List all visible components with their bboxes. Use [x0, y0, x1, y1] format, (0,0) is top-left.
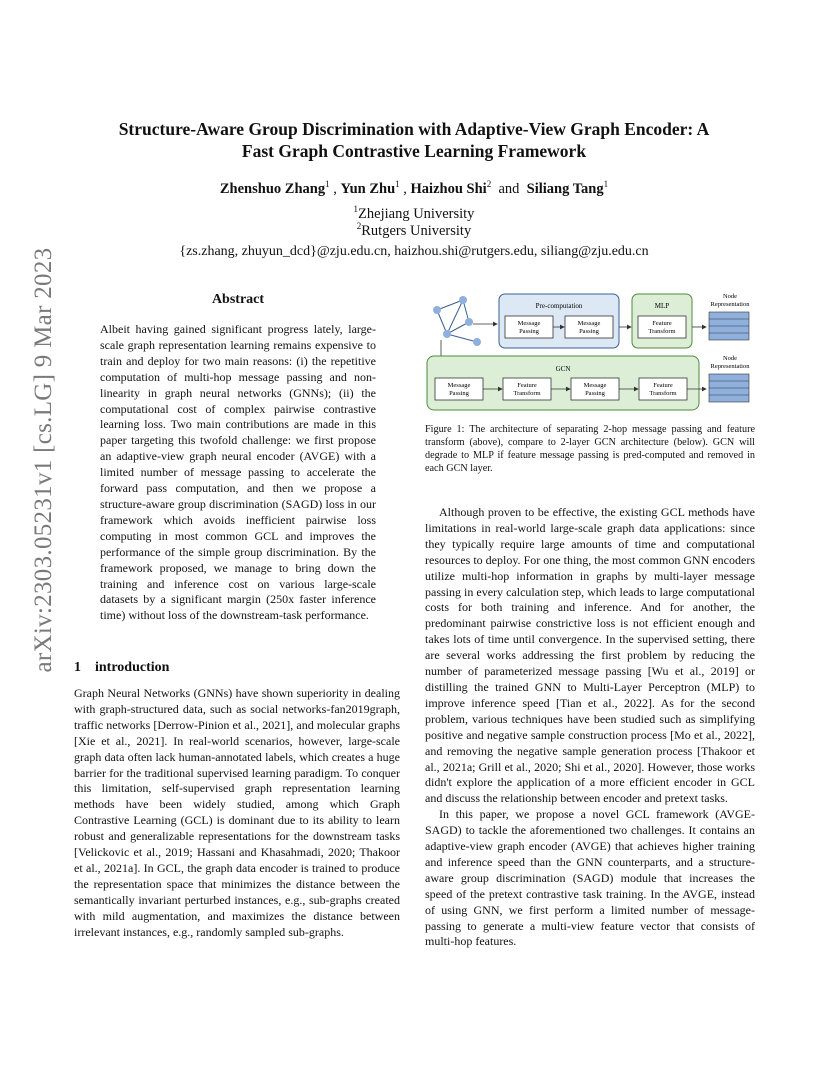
author-affiliation-mark: 1: [395, 179, 400, 189]
node-representation-matrix: [709, 312, 749, 340]
architecture-figure: [425, 290, 755, 415]
paper-title: [70, 118, 758, 162]
introduction-paragraph: Graph Neural Networks (GNNs) have shown superiority in dealing with graph-structured data, such as social networks-fan2019graph, traffic networks [Derrow-Pinion et al., 2021], and molecular graphs [Xie et al., 2021]. In real-world scenarios, however, large-scale graph data often lack human-annotated labels, which creates a huge barrier for the traditional supervised learning paradigm. To conquer this limitation, self-supervised graph representation learning methods have been widely studied, among which Graph Contrastive Learning (GCL) is dominant due to its ability to learn robust and generalizable representations for the downstream tasks [Velickovic et al., 2019; Hassani and Khasahmadi, 2020; Thakoor et al., 2021a]. In GCL, the graph data encoder is trained to produce the representation space that minimizes the distance between the semantically invariant perturbed instances, e.g., sub-graphs created with mild augmentation, and maximizes the distance between irrelevant instances, e.g., randomly sampled sub-graphs.: [74, 686, 400, 939]
author-affiliation-mark: 1: [603, 179, 609, 189]
affiliation-1: [70, 204, 758, 223]
precomputation-label: Pre-computation: [535, 302, 583, 310]
affiliation-2: [70, 221, 758, 240]
message-passing-label: Message Passing: [517, 320, 541, 335]
abstract-body: [100, 322, 376, 624]
abstract-paragraph: Albeit having gained significant progress lately, large-scale graph representation learning remains expensive to train and deploy for two main reasons: (i) the repetitive computation of multi-hop message passing and non-linearity in graph neural networks (GNNs); (ii) the computational cost of complex pairwise contrastive learning loss. Two main contributions are made in this paper targeting this twofold challenge: we first propose an adaptive-view graph neural encoder (AVGE) with a limited number of message passing to accelerate the forward pass computation, and then we propose a structure-aware group discrimination (SAGD) loss in our framework which avoids inefficient pairwise loss computing in most common GCL and improves the performance of the simple group discrimination. By the framework proposed, we manage to bring down the training and inference cost on various large-scale datasets by a significant margin (250x faster inference time) without loss of the downstream-task performance.: [100, 322, 376, 623]
authors-conjunction: and: [498, 180, 520, 197]
affiliation-mark: 1: [353, 204, 359, 214]
node-representation-label: Node Representation: [710, 293, 750, 308]
body-paragraph: In this paper, we propose a novel GCL framework (AVGE-SAGD) to tackle the aforementioned two challenges. It contains an adaptive-view graph encoder (AVGE) that achieves higher training and inference speed than the GNN counterparts, and a structure-aware group discrimination (SAGD) module that increases the speed of the pretext contrastive task training. In the AVGE, instead of using GNN, we first perform a limited number of message-passing to generate a multi-view feature vector that consists of multi-hop features.: [425, 807, 755, 949]
gcn-label: GCN: [555, 365, 571, 373]
affiliation-name: Zhejiang University: [358, 205, 475, 222]
mlp-label: MLP: [654, 302, 670, 310]
body-paragraph: Although proven to be effective, the existing GCL methods have limitations in real-world large-scale graph data applications: since they typically require large amounts of time and computational resources to deploy. For one thing, the most common GNN encoders utilize multi-hop information in graphs by multi-layer message passing in every calculation step, which leads to large computational costs for both training and inference. And for another, the predominant pairwise constrictive loss is not efficient enough and takes lots of time until convergence. In the supervised setting, there are several works addressing the first problem by reducing the number of parameterized message passing [Wu et al., 2019] or distilling the trained GNN to Multi-Layer Perceptron (MLP) to improve inference speed [Tian et al., 2022]. As for the second problem, various techniques have been studied such as simplifying positive and negative sample construction process [Mo et al., 2022], and removing the negative sample generation process [Thakoor et al., 2021a; Grill et al., 2020; Shi et al., 2020]. However, those works didn't explore the application of a more efficient encoder in GCL and discuss the relationship between encoder and pretext tasks.: [425, 505, 755, 806]
section-number: 1: [74, 660, 81, 675]
author-name: Zhenshuo Zhang: [219, 180, 326, 197]
feature-transform-label: Feature Transform: [648, 320, 676, 335]
title-line-2: Fast Graph Contrastive Learning Framework: [241, 141, 587, 161]
node-representation-matrix: [709, 374, 749, 402]
feature-transform-label: Feature Transform: [513, 382, 541, 397]
section-heading-introduction: [74, 660, 169, 676]
section-title: introduction: [95, 660, 170, 675]
author-affiliation-mark: 2: [486, 179, 492, 189]
affiliation-mark: 2: [356, 221, 362, 231]
figure-caption: Figure 1: The architecture of separating 2-hop message passing and feature transform (above), compare to 2-layer GCN architecture (below). GCN will degrade to MLP if feature message passing is pred-computed and removed in each GCN layer.: [425, 424, 755, 474]
affiliation-name: Rutgers University: [361, 222, 472, 239]
node-representation-label: Node Representation: [710, 355, 750, 370]
author-list: Zhenshuo Zhang$^1$ , Yun Zhu$^1$ , Haizhou Shi$^2$ and Siliang Tang$^1$: [219, 179, 609, 197]
message-passing-label: Message Passing: [583, 382, 607, 397]
author-affiliation-mark: 1: [325, 179, 330, 189]
feature-transform-label: Feature Transform: [649, 382, 677, 397]
introduction-body: [74, 686, 400, 941]
author-emails: {zs.zhang, zhuyun_dcd}@zju.edu.cn, haizhou.shi@rutgers.edu, siliang@zju.edu.cn: [179, 244, 649, 259]
author-name: Yun Zhu: [340, 180, 396, 197]
author-name: Haizhou Shi: [410, 180, 487, 197]
author-name: Siliang Tang: [526, 180, 604, 197]
message-passing-label: Message Passing: [577, 320, 601, 335]
title-line-1: Structure-Aware Group Discrimination with Adaptive-View Graph Encoder: A: [118, 119, 710, 139]
input-graph-icon: [433, 296, 481, 346]
right-column-body: [425, 505, 755, 950]
abstract-heading: Abstract: [211, 292, 265, 307]
message-passing-label: Message Passing: [447, 382, 471, 397]
